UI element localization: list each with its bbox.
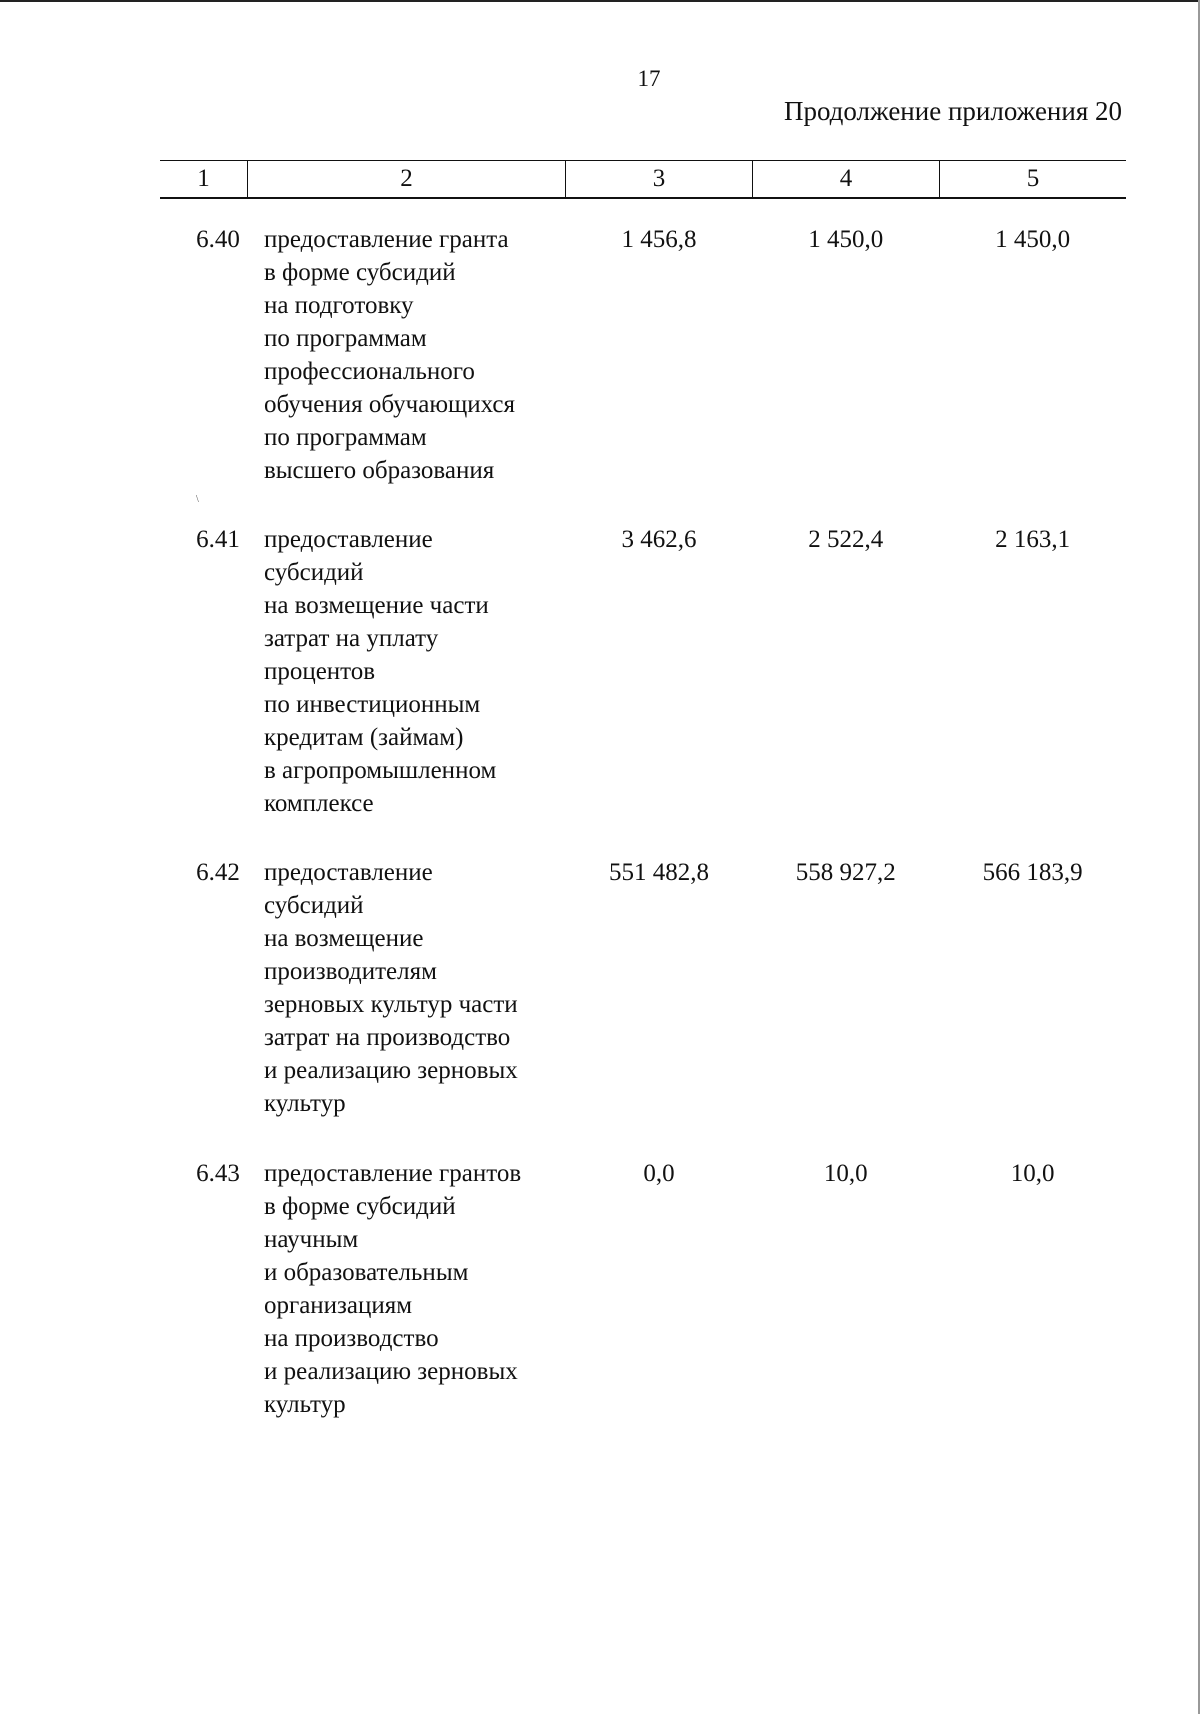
header-col-1: 1	[160, 161, 248, 197]
row-description	[248, 523, 566, 820]
table-row	[160, 856, 1126, 1120]
description-line: по программам	[263, 325, 427, 352]
description-line: культур	[263, 1391, 346, 1418]
description-line: по инвестиционным	[263, 691, 481, 718]
description-line: в форме субсидий	[263, 259, 456, 286]
description-line: и реализацию зерновых	[263, 1057, 518, 1084]
description-line: научным	[263, 1226, 359, 1253]
description-line: профессионального	[263, 358, 475, 385]
row-description	[248, 223, 566, 487]
description-line: затрат на уплату	[263, 625, 439, 652]
page-number: 17	[637, 66, 661, 91]
table-row	[160, 523, 1126, 820]
row-number: 6.42	[196, 859, 240, 886]
value-col-5: 566 183,9	[982, 859, 1083, 886]
value-col-5: 1 450,0	[995, 226, 1071, 253]
value-col-3: 0,0	[643, 1160, 675, 1187]
value-col-3: 551 482,8	[609, 859, 709, 886]
header-col-4: 4	[753, 161, 940, 197]
value-col-3: 3 462,6	[621, 526, 697, 553]
description-line: зерновых культур части	[263, 991, 518, 1018]
description-line: на возмещение	[263, 925, 424, 952]
description-line: предоставление грантов	[263, 1160, 522, 1187]
value-col-5: 10,0	[1010, 1160, 1055, 1187]
description-line: затрат на производство	[263, 1024, 511, 1051]
description-line: культур	[263, 1090, 346, 1117]
description-line: обучения обучающихся	[263, 391, 515, 418]
description-line: на производство	[263, 1325, 439, 1352]
appendix-continuation-note: Продолжение приложения 20	[783, 96, 1122, 126]
scan-edge-top	[0, 0, 1200, 2]
table-row	[160, 223, 1126, 487]
header-col-5: 5	[1026, 165, 1040, 192]
header-col-2: 2	[248, 161, 566, 197]
description-line: и реализацию зерновых	[263, 1358, 518, 1385]
scan-artifact-mark: \	[196, 494, 199, 505]
row-description	[248, 856, 566, 1120]
value-col-3: 1 456,8	[621, 226, 697, 253]
table-row	[160, 1157, 1126, 1421]
description-line: в агропромышленном	[263, 757, 497, 784]
description-line: на подготовку	[263, 292, 414, 319]
description-line: процентов	[263, 658, 376, 685]
value-col-4: 1 450,0	[808, 226, 884, 253]
row-description	[248, 1157, 566, 1421]
description-line: комплексе	[263, 790, 374, 817]
table-header-row	[160, 160, 1126, 199]
description-line: предоставление гранта	[263, 226, 509, 253]
description-line: высшего образования	[263, 457, 495, 484]
header-col-3: 3	[566, 161, 753, 197]
description-line: предоставление	[263, 859, 433, 886]
row-number: 6.43	[196, 1160, 240, 1187]
value-col-4: 10,0	[823, 1160, 868, 1187]
description-line: субсидий	[263, 559, 364, 586]
value-col-5: 2 163,1	[995, 526, 1071, 553]
description-line: предоставление	[263, 526, 433, 553]
description-line: в форме субсидий	[263, 1193, 456, 1220]
row-number: 6.41	[196, 526, 240, 553]
value-col-4: 2 522,4	[808, 526, 884, 553]
row-number: 6.40	[196, 226, 240, 253]
description-line: организациям	[263, 1292, 413, 1319]
description-line: кредитам (займам)	[263, 724, 464, 751]
description-line: на возмещение части	[263, 592, 489, 619]
description-line: субсидий	[263, 892, 364, 919]
description-line: производителям	[263, 958, 437, 985]
description-line: по программам	[263, 424, 427, 451]
value-col-4: 558 927,2	[795, 859, 896, 886]
description-line: и образовательным	[263, 1259, 469, 1286]
